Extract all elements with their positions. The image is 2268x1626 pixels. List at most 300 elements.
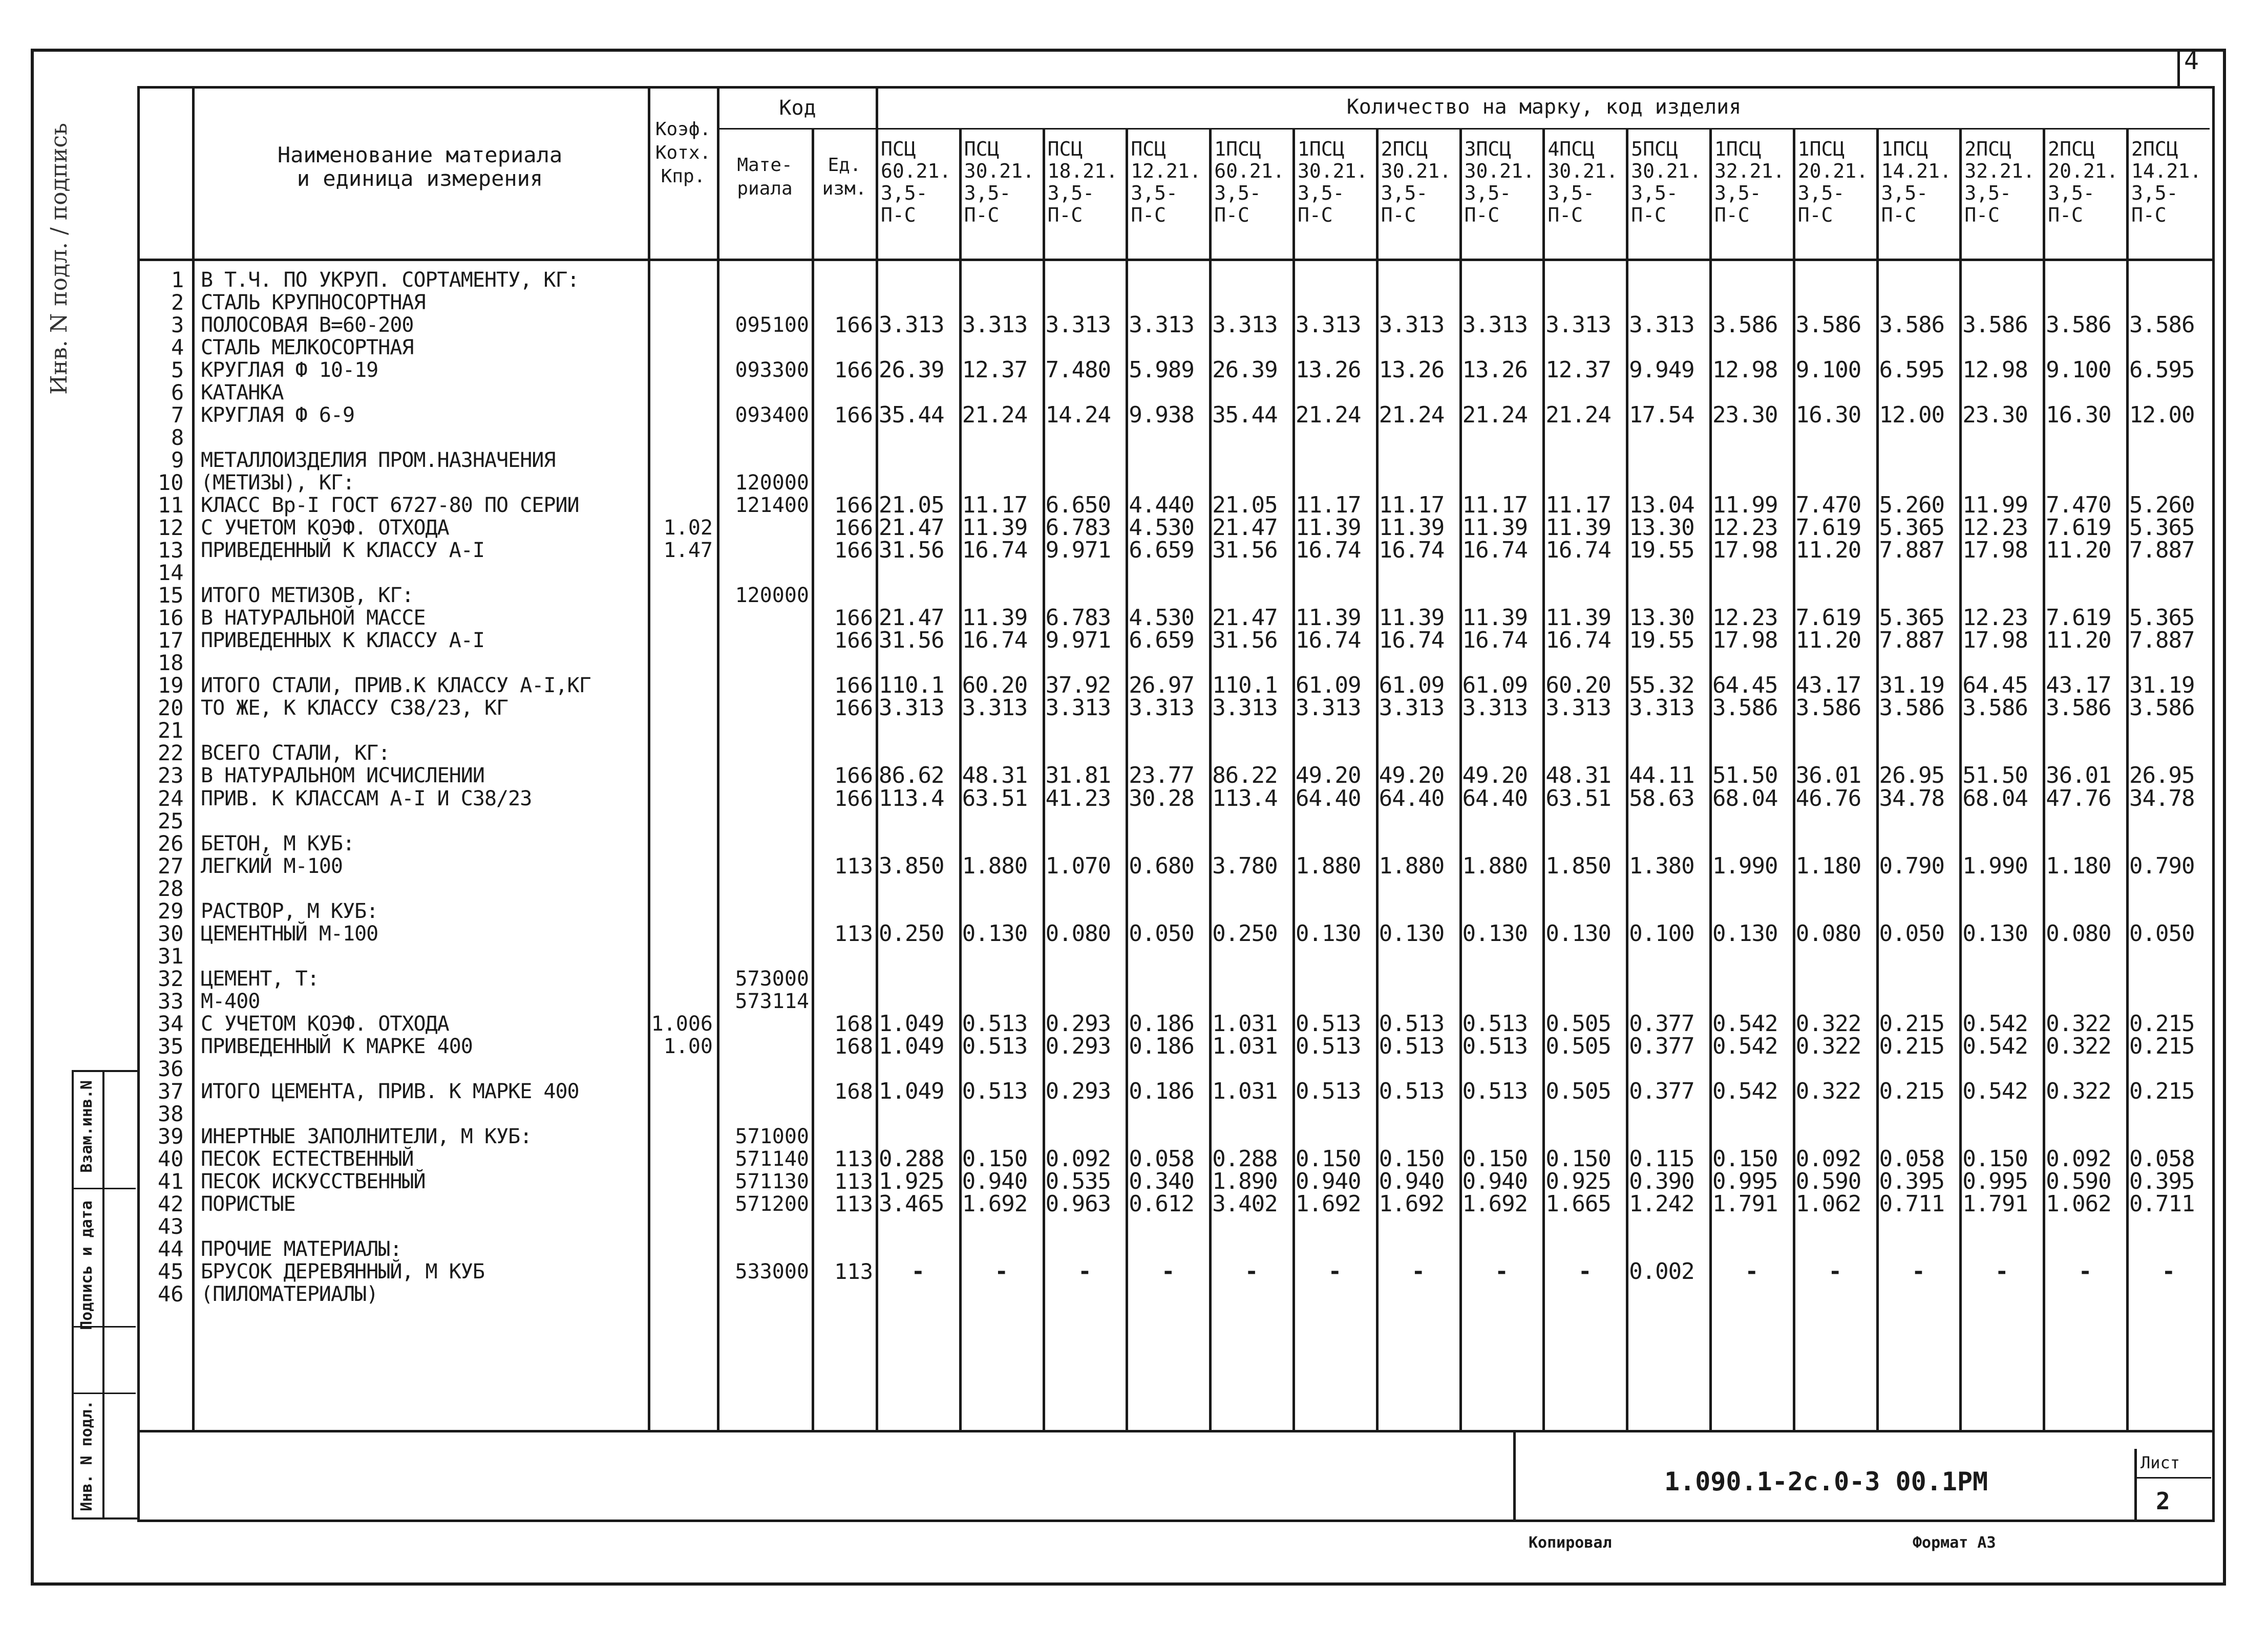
quantity-cell: 23.77 bbox=[1129, 762, 1194, 789]
product-column-divider bbox=[2126, 128, 2129, 1430]
row-number: 8 bbox=[171, 425, 184, 451]
quantity-cell: 0.080 bbox=[2046, 920, 2111, 947]
material-name: ВСЕГО СТАЛИ, КГ: bbox=[201, 741, 390, 765]
quantity-cell: 0.288 bbox=[879, 1145, 944, 1172]
quantity-cell: 0.058 bbox=[1129, 1145, 1194, 1172]
quantity-cell: 0.130 bbox=[1712, 920, 1778, 947]
quantity-cell: 64.40 bbox=[1379, 785, 1445, 811]
quantity-cell: 0.130 bbox=[1379, 920, 1445, 947]
quantity-cell: 6.783 bbox=[1045, 605, 1111, 631]
quantity-cell: 13.26 bbox=[1296, 357, 1361, 383]
row-number: 20 bbox=[158, 695, 184, 721]
quantity-cell: 26.97 bbox=[1129, 672, 1194, 699]
row-number: 37 bbox=[158, 1078, 184, 1104]
material-name: (ПИЛОМАТЕРИАЛЫ) bbox=[201, 1282, 378, 1306]
row-number: 16 bbox=[158, 605, 184, 631]
quantity-cell: 47.76 bbox=[2046, 785, 2111, 811]
quantity-cell: 4.530 bbox=[1129, 605, 1194, 631]
product-column-divider bbox=[1126, 128, 1128, 1430]
quantity-cell: 3.586 bbox=[1795, 695, 1861, 721]
quantity-cell: 0.790 bbox=[1879, 852, 1945, 879]
quantity-cell: - bbox=[1745, 1258, 1758, 1285]
unit-code: 113 bbox=[834, 1258, 873, 1284]
quantity-cell: - bbox=[1912, 1258, 1925, 1285]
row-number: 7 bbox=[171, 402, 184, 428]
quantity-cell: 31.56 bbox=[1212, 627, 1278, 654]
quantity-cell: 1.791 bbox=[1962, 1190, 2028, 1217]
quantity-cell: 43.17 bbox=[1795, 672, 1861, 699]
quantity-cell: 0.542 bbox=[1712, 1078, 1778, 1104]
quantity-cell: 51.50 bbox=[1712, 762, 1778, 789]
quantity-cell: 0.542 bbox=[1712, 1010, 1778, 1037]
quantity-cell: 12.23 bbox=[1712, 515, 1778, 541]
quantity-cell: 6.783 bbox=[1045, 515, 1111, 541]
quantity-cell: 11.17 bbox=[1296, 492, 1361, 519]
quantity-cell: 0.513 bbox=[1296, 1033, 1361, 1059]
row-number: 30 bbox=[158, 921, 184, 946]
quantity-cell: 0.940 bbox=[962, 1168, 1028, 1194]
quantity-cell: 1.692 bbox=[1379, 1190, 1445, 1217]
quantity-cell: 34.78 bbox=[1879, 785, 1945, 811]
quantity-cell: 0.940 bbox=[1296, 1168, 1361, 1194]
quantity-cell: 1.990 bbox=[1712, 852, 1778, 879]
unit-code: 113 bbox=[834, 1168, 873, 1194]
quantity-cell: 13.26 bbox=[1462, 357, 1528, 383]
quantity-cell: 113.4 bbox=[879, 785, 944, 811]
quantity-cell: 3.313 bbox=[1379, 312, 1445, 338]
quantity-cell: 60.20 bbox=[962, 672, 1028, 699]
quantity-cell: 21.47 bbox=[879, 605, 944, 631]
quantity-cell: 1.031 bbox=[1212, 1010, 1278, 1037]
quantity-cell: 0.058 bbox=[1879, 1145, 1945, 1172]
row-number: 21 bbox=[158, 718, 184, 743]
quantity-cell: 0.711 bbox=[2129, 1190, 2195, 1217]
quantity-cell: 23.30 bbox=[1712, 402, 1778, 429]
row-number: 11 bbox=[158, 493, 184, 518]
quantity-cell: 31.56 bbox=[879, 537, 944, 564]
quantity-cell: 1.692 bbox=[1296, 1190, 1361, 1217]
quantity-cell: 1.062 bbox=[2046, 1190, 2111, 1217]
quantity-cell: 17.98 bbox=[1962, 537, 2028, 564]
quantity-cell: 3.465 bbox=[879, 1190, 944, 1217]
quantity-cell: 0.390 bbox=[1629, 1168, 1694, 1194]
quantity-cell: 48.31 bbox=[962, 762, 1028, 789]
material-name: ПРИВ. К КЛАССАМ А-I И С38/23 bbox=[201, 786, 532, 810]
row-number: 10 bbox=[158, 470, 184, 496]
quantity-cell: 5.365 bbox=[1879, 515, 1945, 541]
footer-copied: Копировал bbox=[1529, 1534, 1612, 1552]
quantity-cell: 0.377 bbox=[1629, 1033, 1694, 1059]
quantity-cell: 0.790 bbox=[2129, 852, 2195, 879]
quantity-cell: 31.19 bbox=[1879, 672, 1945, 699]
quantity-cell: 0.092 bbox=[2046, 1145, 2111, 1172]
quantity-cell: 0.080 bbox=[1045, 920, 1111, 947]
quantity-cell: 35.44 bbox=[1212, 402, 1278, 429]
quantity-cell: 64.40 bbox=[1296, 785, 1361, 811]
row-number: 32 bbox=[158, 966, 184, 991]
quantity-cell: 1.890 bbox=[1212, 1168, 1278, 1194]
material-name: ЛЕГКИЙ М-100 bbox=[201, 854, 343, 878]
quantity-cell: 44.11 bbox=[1629, 762, 1694, 789]
quantity-cell: 5.260 bbox=[2129, 492, 2195, 519]
quantity-cell: 6.595 bbox=[1879, 357, 1945, 383]
quantity-cell: 21.24 bbox=[1296, 402, 1361, 429]
product-header: 2ПСЦ 14.21. 3,5- П-С bbox=[2131, 138, 2202, 226]
quantity-cell: 0.925 bbox=[1545, 1168, 1611, 1194]
quantity-cell: 51.50 bbox=[1962, 762, 2028, 789]
quantity-cell: 0.250 bbox=[1212, 920, 1278, 947]
product-column-divider bbox=[1209, 128, 1212, 1430]
material-name: ПРОЧИЕ МАТЕРИАЛЫ: bbox=[201, 1237, 402, 1261]
header-qty-group: Количество на марку, код изделия bbox=[1346, 95, 1742, 119]
quantity-cell: 11.99 bbox=[1962, 492, 2028, 519]
quantity-cell: 0.505 bbox=[1545, 1078, 1611, 1104]
unit-code: 166 bbox=[834, 493, 873, 518]
quantity-cell: 0.150 bbox=[962, 1145, 1028, 1172]
row-number: 40 bbox=[158, 1146, 184, 1171]
quantity-cell: 0.215 bbox=[1879, 1078, 1945, 1104]
quantity-cell: 0.322 bbox=[2046, 1010, 2111, 1037]
quantity-cell: 23.30 bbox=[1962, 402, 2028, 429]
row-number: 23 bbox=[158, 763, 184, 788]
quantity-cell: 0.513 bbox=[1296, 1010, 1361, 1037]
material-name: ПОРИСТЫЕ bbox=[201, 1192, 295, 1216]
quantity-cell: 61.09 bbox=[1379, 672, 1445, 699]
quantity-cell: 1.692 bbox=[962, 1190, 1028, 1217]
quantity-cell: 12.00 bbox=[1879, 402, 1945, 429]
quantity-cell: 3.586 bbox=[1879, 695, 1945, 721]
quantity-cell: 3.313 bbox=[1129, 695, 1194, 721]
quantity-cell: 0.215 bbox=[2129, 1033, 2195, 1059]
product-header: 4ПСЦ 30.21. 3,5- П-С bbox=[1548, 138, 1618, 226]
quantity-cell: 0.322 bbox=[1795, 1010, 1861, 1037]
quantity-cell: 1.850 bbox=[1545, 852, 1611, 879]
quantity-cell: 17.54 bbox=[1629, 402, 1694, 429]
quantity-cell: 6.659 bbox=[1129, 537, 1194, 564]
quantity-cell: 0.377 bbox=[1629, 1010, 1694, 1037]
quantity-cell: 1.180 bbox=[1795, 852, 1861, 879]
material-name: МЕТАЛЛОИЗДЕЛИЯ ПРОМ.НАЗНАЧЕНИЯ bbox=[201, 448, 556, 473]
quantity-cell: 43.17 bbox=[2046, 672, 2111, 699]
quantity-cell: 3.586 bbox=[2046, 695, 2111, 721]
quantity-cell: 0.513 bbox=[962, 1033, 1028, 1059]
quantity-cell: 3.313 bbox=[1545, 312, 1611, 338]
row-number: 12 bbox=[158, 515, 184, 541]
quantity-cell: 1.049 bbox=[879, 1010, 944, 1037]
material-name: ИТОГО СТАЛИ, ПРИВ.К КЛАССУ А-I,КГ bbox=[201, 674, 591, 698]
material-name: КРУГЛАЯ Ф 10-19 bbox=[201, 358, 378, 382]
unit-code: 168 bbox=[834, 1033, 873, 1059]
unit-code: 166 bbox=[834, 605, 873, 631]
quantity-cell: 0.535 bbox=[1045, 1168, 1111, 1194]
quantity-cell: 11.17 bbox=[1462, 492, 1528, 519]
quantity-cell: 0.680 bbox=[1129, 852, 1194, 879]
quantity-cell: 21.05 bbox=[879, 492, 944, 519]
quantity-cell: 11.39 bbox=[1296, 515, 1361, 541]
material-name: КЛАСС Вр-I ГОСТ 6727-80 ПО СЕРИИ bbox=[201, 494, 579, 518]
quantity-cell: 13.26 bbox=[1379, 357, 1445, 383]
row-number: 33 bbox=[158, 988, 184, 1014]
quantity-cell: 1.880 bbox=[962, 852, 1028, 879]
row-number: 46 bbox=[158, 1281, 184, 1307]
quantity-cell: 12.98 bbox=[1712, 357, 1778, 383]
quantity-cell: 49.20 bbox=[1379, 762, 1445, 789]
quantity-cell: 9.100 bbox=[2046, 357, 2111, 383]
material-name: ИТОГО ЦЕМЕНТА, ПРИВ. К МАРКЕ 400 bbox=[201, 1079, 579, 1103]
row-number: 36 bbox=[158, 1056, 184, 1081]
quantity-cell: 3.586 bbox=[1712, 695, 1778, 721]
quantity-cell: - bbox=[1578, 1258, 1592, 1285]
unit-code: 166 bbox=[834, 673, 873, 698]
quantity-cell: 3.402 bbox=[1212, 1190, 1278, 1217]
page-number: 4 bbox=[2184, 47, 2199, 75]
quantity-cell: 58.63 bbox=[1629, 785, 1694, 811]
quantity-cell: 26.95 bbox=[2129, 762, 2195, 789]
header-code-group: Код bbox=[779, 96, 816, 120]
material-name: С УЧЕТОМ КОЭФ. ОТХОДА bbox=[201, 1012, 449, 1036]
row-number: 5 bbox=[171, 357, 184, 383]
quantity-cell: 7.619 bbox=[1795, 515, 1861, 541]
quantity-cell: 86.62 bbox=[879, 762, 944, 789]
material-name: ПРИВЕДЕННЫХ К КЛАССУ А-I bbox=[201, 629, 484, 653]
quantity-cell: 0.995 bbox=[1962, 1168, 2028, 1194]
quantity-cell: 11.99 bbox=[1712, 492, 1778, 519]
quantity-cell: 0.130 bbox=[1296, 920, 1361, 947]
quantity-cell: 3.586 bbox=[1795, 312, 1861, 338]
quantity-cell: 16.74 bbox=[1296, 627, 1361, 654]
quantity-cell: 0.150 bbox=[1296, 1145, 1361, 1172]
quantity-cell: 16.74 bbox=[1462, 627, 1528, 654]
material-name: В НАТУРАЛЬНОЙ МАССЕ bbox=[201, 606, 426, 630]
quantity-cell: 9.100 bbox=[1795, 357, 1861, 383]
quantity-cell: 3.586 bbox=[1712, 312, 1778, 338]
quantity-cell: 12.37 bbox=[1545, 357, 1611, 383]
product-column-divider bbox=[1043, 128, 1045, 1430]
quantity-cell: 1.049 bbox=[879, 1078, 944, 1104]
product-column-divider bbox=[1376, 128, 1379, 1430]
material-name: (МЕТИЗЫ), КГ: bbox=[201, 471, 355, 495]
material-code: 571000 bbox=[735, 1124, 809, 1148]
quantity-cell: 7.887 bbox=[2129, 627, 2195, 654]
product-header: 3ПСЦ 30.21. 3,5- П-С bbox=[1464, 138, 1535, 226]
quantity-cell: 6.659 bbox=[1129, 627, 1194, 654]
quantity-cell: 4.440 bbox=[1129, 492, 1194, 519]
quantity-cell: 3.313 bbox=[1045, 695, 1111, 721]
quantity-cell: 21.24 bbox=[1379, 402, 1445, 429]
quantity-cell: 0.513 bbox=[1462, 1033, 1528, 1059]
row-number: 17 bbox=[158, 628, 184, 653]
quantity-cell: 0.293 bbox=[1045, 1033, 1111, 1059]
material-name: ПЕСОК ИСКУССТВЕННЫЙ bbox=[201, 1169, 426, 1193]
quantity-cell: 16.30 bbox=[1795, 402, 1861, 429]
quantity-cell: 0.322 bbox=[2046, 1078, 2111, 1104]
quantity-cell: 60.20 bbox=[1545, 672, 1611, 699]
quantity-cell: 21.24 bbox=[962, 402, 1028, 429]
material-code: 573000 bbox=[735, 967, 809, 991]
product-column-divider bbox=[876, 128, 878, 1430]
row-number: 45 bbox=[158, 1258, 184, 1284]
quantity-cell: 11.20 bbox=[1795, 627, 1861, 654]
quantity-cell: 13.04 bbox=[1629, 492, 1694, 519]
row-number: 34 bbox=[158, 1011, 184, 1036]
quantity-cell: 1.031 bbox=[1212, 1033, 1278, 1059]
quantity-cell: 0.505 bbox=[1545, 1033, 1611, 1059]
quantity-cell: 1.062 bbox=[1795, 1190, 1861, 1217]
quantity-cell: 0.100 bbox=[1629, 920, 1694, 947]
quantity-cell: 17.98 bbox=[1962, 627, 2028, 654]
unit-code: 113 bbox=[834, 1191, 873, 1216]
quantity-cell: 1.925 bbox=[879, 1168, 944, 1194]
material-code: 571200 bbox=[735, 1192, 809, 1216]
quantity-cell: - bbox=[1495, 1258, 1508, 1285]
quantity-cell: 14.24 bbox=[1045, 402, 1111, 429]
row-number: 26 bbox=[158, 830, 184, 856]
quantity-cell: 110.1 bbox=[1212, 672, 1278, 699]
quantity-cell: 1.031 bbox=[1212, 1078, 1278, 1104]
quantity-cell: 0.322 bbox=[1795, 1078, 1861, 1104]
quantity-cell: 0.542 bbox=[1962, 1010, 2028, 1037]
row-number: 39 bbox=[158, 1123, 184, 1149]
quantity-cell: 0.050 bbox=[1129, 920, 1194, 947]
product-header: ПСЦ 60.21. 3,5- П-С bbox=[881, 138, 951, 226]
quantity-cell: 11.39 bbox=[1379, 605, 1445, 631]
quantity-cell: 0.215 bbox=[1879, 1010, 1945, 1037]
quantity-cell: 21.47 bbox=[1212, 515, 1278, 541]
quantity-cell: 12.00 bbox=[2129, 402, 2195, 429]
quantity-cell: 26.95 bbox=[1879, 762, 1945, 789]
quantity-cell: - bbox=[1078, 1258, 1091, 1285]
quantity-cell: 3.313 bbox=[962, 312, 1028, 338]
quantity-cell: 16.30 bbox=[2046, 402, 2111, 429]
quantity-cell: 1.880 bbox=[1379, 852, 1445, 879]
unit-code: 168 bbox=[834, 1011, 873, 1036]
product-header: ПСЦ 30.21. 3,5- П-С bbox=[964, 138, 1035, 226]
quantity-cell: 0.513 bbox=[962, 1078, 1028, 1104]
quantity-cell: 0.058 bbox=[2129, 1145, 2195, 1172]
quantity-cell: 1.380 bbox=[1629, 852, 1694, 879]
quantity-cell: 19.55 bbox=[1629, 537, 1694, 564]
quantity-cell: 7.619 bbox=[2046, 605, 2111, 631]
product-column-divider bbox=[1626, 128, 1628, 1430]
material-name: ИНЕРТНЫЕ ЗАПОЛНИТЕЛИ, М КУБ: bbox=[201, 1124, 532, 1148]
quantity-cell: 68.04 bbox=[1962, 785, 2028, 811]
material-name: ПРИВЕДЕННЫЙ К КЛАССУ А-I bbox=[201, 539, 484, 563]
row-number: 1 bbox=[171, 267, 184, 292]
row-number: 9 bbox=[171, 447, 184, 473]
quantity-cell: 9.971 bbox=[1045, 627, 1111, 654]
quantity-cell: 3.313 bbox=[962, 695, 1028, 721]
handwritten-note: Инв. N подл. / подпись bbox=[46, 123, 72, 395]
quantity-cell: 0.513 bbox=[1462, 1078, 1528, 1104]
quantity-cell: 11.39 bbox=[1462, 605, 1528, 631]
row-number: 6 bbox=[171, 380, 184, 405]
quantity-cell: 0.340 bbox=[1129, 1168, 1194, 1194]
quantity-cell: 0.288 bbox=[1212, 1145, 1278, 1172]
quantity-cell: 3.586 bbox=[2046, 312, 2111, 338]
material-code: 120000 bbox=[735, 471, 809, 495]
quantity-cell: 0.186 bbox=[1129, 1033, 1194, 1059]
material-name: С УЧЕТОМ КОЭФ. ОТХОДА bbox=[201, 516, 449, 540]
unit-code: 166 bbox=[834, 785, 873, 811]
quantity-cell: 12.37 bbox=[962, 357, 1028, 383]
row-number: 18 bbox=[158, 650, 184, 676]
quantity-cell: 3.586 bbox=[1962, 312, 2028, 338]
quantity-cell: 11.20 bbox=[2046, 627, 2111, 654]
quantity-cell: 3.586 bbox=[2129, 695, 2195, 721]
quantity-cell: 3.313 bbox=[1212, 695, 1278, 721]
row-number: 41 bbox=[158, 1168, 184, 1194]
coef-value: 1.006 bbox=[651, 1012, 713, 1036]
quantity-cell: 16.74 bbox=[1379, 627, 1445, 654]
quantity-cell: 64.45 bbox=[1712, 672, 1778, 699]
row-number: 38 bbox=[158, 1101, 184, 1126]
quantity-cell: 19.55 bbox=[1629, 627, 1694, 654]
quantity-cell: 3.780 bbox=[1212, 852, 1278, 879]
quantity-cell: 16.74 bbox=[1545, 537, 1611, 564]
quantity-cell: 0.293 bbox=[1045, 1078, 1111, 1104]
quantity-cell: - bbox=[1161, 1258, 1175, 1285]
product-header: 1ПСЦ 32.21. 3,5- П-С bbox=[1714, 138, 1785, 226]
row-number: 28 bbox=[158, 875, 184, 901]
row-number: 29 bbox=[158, 898, 184, 924]
quantity-cell: 11.39 bbox=[962, 605, 1028, 631]
sheet-label: Лист bbox=[2140, 1453, 2180, 1472]
coef-value: 1.00 bbox=[663, 1034, 713, 1058]
quantity-cell: 11.39 bbox=[1462, 515, 1528, 541]
quantity-cell: 3.850 bbox=[879, 852, 944, 879]
quantity-cell: 3.313 bbox=[1379, 695, 1445, 721]
quantity-cell: 3.313 bbox=[1629, 312, 1694, 338]
quantity-cell: 0.002 bbox=[1629, 1258, 1694, 1285]
material-name: В Т.Ч. ПО УКРУП. СОРТАМЕНТУ, КГ: bbox=[201, 268, 579, 292]
quantity-cell: 0.092 bbox=[1045, 1145, 1111, 1172]
header-name-col: Наименование материала и единица измерения bbox=[277, 142, 563, 191]
quantity-cell: 5.989 bbox=[1129, 357, 1194, 383]
material-name: СТАЛЬ КРУПНОСОРТНАЯ bbox=[201, 291, 426, 315]
row-number: 42 bbox=[158, 1191, 184, 1216]
quantity-cell: 0.513 bbox=[1462, 1010, 1528, 1037]
quantity-cell: 35.44 bbox=[879, 402, 944, 429]
quantity-cell: 11.39 bbox=[1379, 515, 1445, 541]
quantity-cell: 0.542 bbox=[1962, 1033, 2028, 1059]
quantity-cell: 3.313 bbox=[879, 695, 944, 721]
quantity-cell: 16.74 bbox=[1379, 537, 1445, 564]
quantity-cell: 0.395 bbox=[1879, 1168, 1945, 1194]
quantity-cell: 30.28 bbox=[1129, 785, 1194, 811]
quantity-cell: 0.050 bbox=[2129, 920, 2195, 947]
quantity-cell: 3.586 bbox=[1962, 695, 2028, 721]
product-column-divider bbox=[959, 128, 962, 1430]
quantity-cell: 3.586 bbox=[1879, 312, 1945, 338]
quantity-cell: 7.887 bbox=[1879, 627, 1945, 654]
product-header: ПСЦ 18.21. 3,5- П-С bbox=[1047, 138, 1118, 226]
header-coef-col: Коэф. Котх. Кпр. bbox=[655, 119, 711, 187]
material-name: КАТАНКА bbox=[201, 381, 284, 405]
quantity-cell: 0.377 bbox=[1629, 1078, 1694, 1104]
quantity-cell: 3.586 bbox=[2129, 312, 2195, 338]
quantity-cell: 0.115 bbox=[1629, 1145, 1694, 1172]
quantity-cell: 49.20 bbox=[1462, 762, 1528, 789]
quantity-cell: 3.313 bbox=[879, 312, 944, 338]
quantity-cell: 46.76 bbox=[1795, 785, 1861, 811]
product-column-divider bbox=[1459, 128, 1462, 1430]
quantity-cell: 11.17 bbox=[962, 492, 1028, 519]
material-code: 093300 bbox=[735, 358, 809, 382]
quantity-cell: 7.619 bbox=[1795, 605, 1861, 631]
row-number: 15 bbox=[158, 583, 184, 608]
unit-code: 166 bbox=[834, 312, 873, 338]
row-number: 31 bbox=[158, 943, 184, 969]
